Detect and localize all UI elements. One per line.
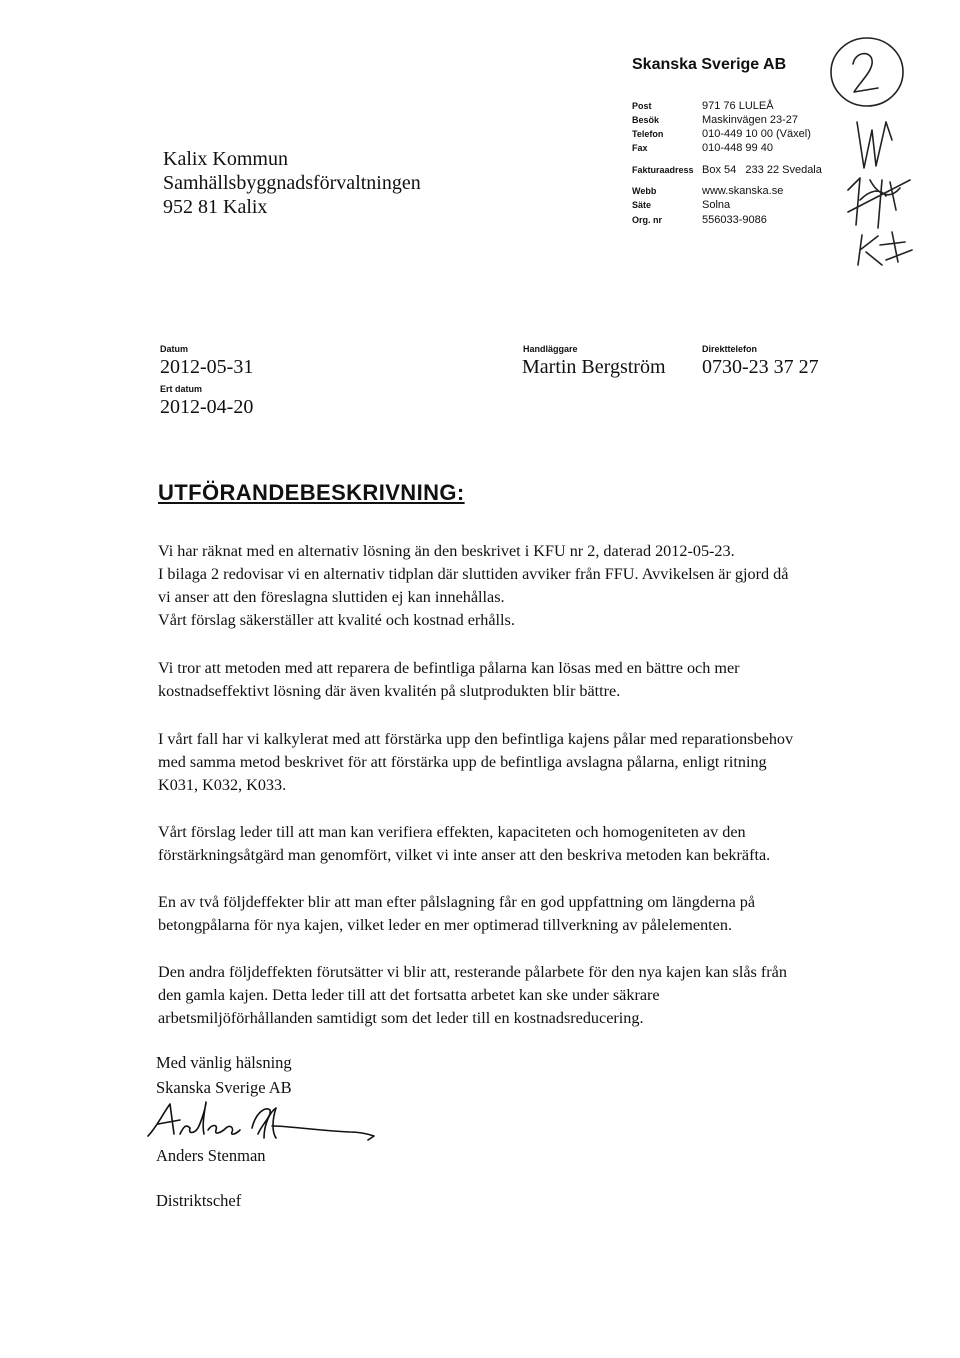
phone-label: Direkttelefon <box>702 344 758 354</box>
handler-value: Martin Bergström <box>522 356 666 378</box>
paragraph-line: Vi har räknat med en alternativ lösning än den beskrivet i KFU nr 2, daterad 2012-05-23. <box>158 542 735 560</box>
paragraph-line: den gamla kajen. Detta leder till att det fortsatta arbetet kan ske under säkrare <box>158 986 660 1004</box>
sender-row-post <box>632 101 774 112</box>
paragraph-line: Vi tror att metoden med att reparera de befintliga pålarna kan lösas med en bättre och mer <box>158 659 740 677</box>
sender-value: 010-448 99 40 <box>702 142 773 154</box>
sender-value: Solna <box>702 199 731 211</box>
handler-label: Handläggare <box>523 344 578 354</box>
paragraph-line: K031, K032, K033. <box>158 776 287 794</box>
paragraph-line: arbetsmiljöförhållanden samtidigt som det leder till en kostnadsreducering. <box>158 1009 644 1027</box>
paragraph-4 <box>158 821 858 867</box>
signer-name: Anders Stenman <box>156 1146 266 1165</box>
sender-row-orgnr <box>632 215 767 226</box>
sender-row-phone <box>632 129 811 140</box>
paragraph-3 <box>158 728 858 797</box>
sender-label: Telefon <box>632 129 664 139</box>
sender-row-seat <box>632 200 730 211</box>
paragraph-2 <box>158 657 858 703</box>
signer-title: Distriktschef <box>156 1191 242 1210</box>
paragraph-line: kostnadseffektivt lösning där även kvalitén på slutprodukten blir bättre. <box>158 682 621 700</box>
paragraph-line: Vårt förslag säkerställer att kvalité och kostnad erhålls. <box>158 611 515 629</box>
ref-date-label: Ert datum <box>160 384 203 394</box>
document-heading: UTFÖRANDEBESKRIVNING: <box>158 480 465 505</box>
sender-value: www.skanska.se <box>702 185 784 197</box>
sender-label: Webb <box>632 186 657 196</box>
sender-value: Maskinvägen 23-27 <box>702 114 799 126</box>
sender-row-web <box>632 186 783 197</box>
paragraph-line: förstärkningsåtgärd man genomfört, vilket vi inte anser att den beskriva metoden kan bekräfta. <box>158 846 771 864</box>
sender-row-invoice <box>632 165 822 176</box>
sender-label: Post <box>632 101 652 111</box>
sender-value: 556033-9086 <box>702 214 767 226</box>
paragraph-6 <box>158 961 858 1030</box>
paragraph-line: I vårt fall har vi kalkylerat med att förstärka upp den befintliga kajens pålar med reparationsbehov <box>158 730 794 748</box>
sender-company: Skanska Sverige AB <box>632 56 787 73</box>
paragraph-5 <box>158 891 858 937</box>
recipient-line: 952 81 Kalix <box>163 196 268 218</box>
sender-label: Fakturaadress <box>632 165 694 175</box>
paragraph-line: betongpålarna för nya kajen, vilket leder en mer optimerad tillverkning av pålelementen. <box>158 916 732 934</box>
paragraph-line: Vårt förslag leder till att man kan verifiera effekten, kapaciteten och homogeniteten av den <box>158 823 746 841</box>
sender-value: 010-449 10 00 (Växel) <box>702 128 811 140</box>
sender-label: Besök <box>632 115 660 125</box>
sender-value: 971 76 LULEÅ <box>702 100 774 112</box>
paragraph-line: I bilaga 2 redovisar vi en alternativ tidplan där sluttiden avviker från FFU. Avvikelsen är gjord då <box>158 565 789 583</box>
sender-row-fax <box>632 143 773 154</box>
closing-company: Skanska Sverige AB <box>156 1078 292 1097</box>
ref-date-value: 2012-04-20 <box>160 396 254 418</box>
closing-greeting: Med vänlig hälsning <box>156 1053 292 1072</box>
sender-label: Säte <box>632 200 652 210</box>
recipient-line: Samhällsbyggnadsförvaltningen <box>163 172 421 194</box>
date-value: 2012-05-31 <box>160 356 254 378</box>
sender-row-visit <box>632 115 798 126</box>
paragraph-1 <box>158 540 858 632</box>
handwritten-annotation-graphic <box>820 30 930 270</box>
paragraph-line: Den andra följdeffekten förutsätter vi blir att, resterande pålarbete för den nya kajen kan slås från <box>158 963 787 981</box>
sender-label: Fax <box>632 143 648 153</box>
sender-value: Box 54 233 22 Svedala <box>702 164 822 176</box>
paragraph-line: vi anser att den föreslagna sluttiden ej kan innehållas. <box>158 588 505 606</box>
paragraph-line: En av två följdeffekter blir att man efter pålslagning får en god uppfattning om längderna på <box>158 893 756 911</box>
phone-value: 0730-23 37 27 <box>702 356 819 378</box>
sender-label: Org. nr <box>632 215 663 225</box>
recipient-line: Kalix Kommun <box>163 148 288 170</box>
date-label: Datum <box>160 344 189 354</box>
signature-graphic <box>140 1098 390 1148</box>
paragraph-line: med samma metod beskrivet för att förstärka upp de befintliga avslagna pålarna, enligt ritning <box>158 753 767 771</box>
recipient-address <box>163 147 421 219</box>
